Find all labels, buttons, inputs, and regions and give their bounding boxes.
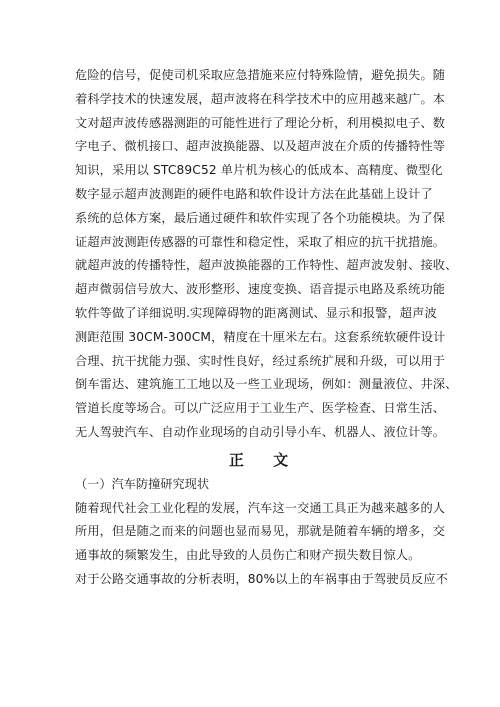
text-line: 测距范围 30CM-300CM，精度在十厘米左右。这套系统软硬件设计 — [75, 329, 446, 344]
text-line: 所用，但是随之而来的问题也显而易见，那就是随着车辆的增多，交 — [75, 524, 446, 539]
body-paragraph-1 — [75, 64, 458, 445]
text-line: 超声微弱信号放大、波形整形、速度变换、语音提示电路及系统功能 — [75, 282, 446, 297]
text-line: 对于公路交通事故的分析表明，80%以上的车祸事由于驾驶员反应不 — [75, 571, 448, 586]
text-line: 随着现代社会工业化程的发展，汽车这一交通工具正为越来越多的人 — [75, 500, 446, 515]
text-line: 文对超声波传感器测距的可能性进行了理论分析，利用模拟电子、数 — [75, 115, 446, 130]
section-heading: 正 文 — [228, 450, 301, 469]
text-line: 知识，采用以 STC89C52 单片机为核心的低成本、高精度、微型化 — [75, 163, 443, 178]
text-line: 软件等做了详细说明.实现障碍物的距离测试、显示和报警，超声波 — [75, 305, 437, 320]
body-paragraph-2 — [75, 497, 448, 592]
text-line: 数字显示超声波测距的硬件电路和软件设计方法在此基础上设计了 — [75, 186, 433, 201]
text-line: 无人驾驶汽车、自动作业现场的自动引导小车、机器人、液位计等。 — [75, 424, 446, 439]
text-line: 字电子、微机接口、超声波换能器、以及超声波在介质的传播特性等 — [75, 139, 446, 154]
text-line: 通事故的频繁发生，由此导致的人员伤亡和财产损失数目惊人。 — [75, 548, 421, 563]
subsection-heading: （一）汽车防撞研究现状 — [75, 476, 210, 491]
text-line: 合理、抗干扰能力强、实时性良好，经过系统扩展和升级，可以用于 — [75, 353, 446, 368]
text-line: 倒车雷达、建筑施工工地以及一些工业现场，例如：测量液位、井深、 — [75, 377, 458, 392]
text-line: 危险的信号，促使司机采取应急措施来应付特殊险情，避免损失。随 — [75, 68, 446, 82]
text-line: 管道长度等场合。可以广泛应用于工业生产、医学检查、日常生活、 — [75, 401, 446, 416]
text-line: 就超声波的传播特性，超声波换能器的工作特性、超声波发射、接收、 — [75, 258, 458, 273]
text-line: 着科学技术的快速发展，超声波将在科学技术中的应用越来越广。本 — [75, 91, 446, 106]
text-line: 证超声波测距传感器的可靠性和稳定性，采取了相应的抗干扰措施。 — [75, 234, 446, 249]
text-line: 系统的总体方案，最后通过硬件和软件实现了各个功能模块。为了保 — [75, 210, 446, 225]
